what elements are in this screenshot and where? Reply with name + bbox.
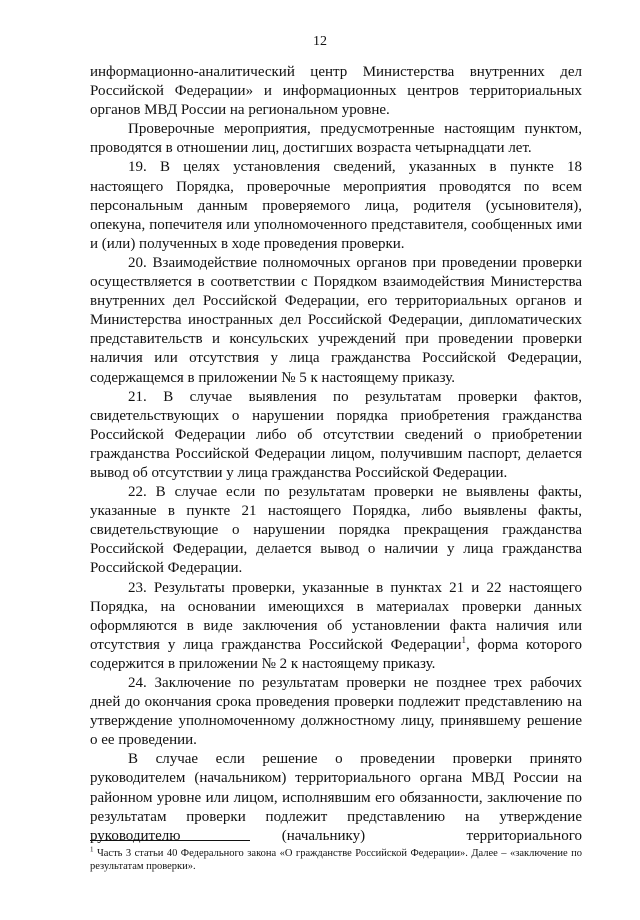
footnote-reference[interactable]: 1 xyxy=(461,634,466,645)
paragraph-continuation: информационно-аналитический центр Министерства внутренних дел Российской Федерации» и информационных центров территориальных органов МВД России на региональном уровне. xyxy=(90,64,582,119)
footnote-text: Часть 3 статьи 40 Федерального закона «О гражданстве Российской Федерации». Далее – «заключение по результатам проверки». xyxy=(90,848,582,872)
footnote-divider xyxy=(90,840,250,841)
paragraph-20: 20. Взаимодействие полномочных органов при проведении проверки осуществляется в соответствии с Порядком взаимодействия Министерства внутренних дел Российской Федерации, его территориальных органов и Министерства иностранных дел Российской Федерации, дипломатических представительств и консульских учреждений при проведении проверки наличия или отсутствия у лица гражданства Российской Федерации, содержащемся в приложении № 5 к настоящему приказу. xyxy=(90,254,582,386)
paragraph-22: 22. В случае если по результатам проверки не выявлены факты, указанные в пункте 21 настоящего Порядка, либо выявлены факты, свидетельствующие о нарушении порядка прекращения гражданства Российской Федерации, делается вывод о наличии у лица гражданства Российской Федерации. xyxy=(90,484,582,577)
paragraph-23-text: 23. Результаты проверки, указанные в пунктах 21 и 22 настоящего Порядка, на основании имеющихся в материалах проверки данных оформляются в виде заключения об установлении факта наличия или отсутствия у лица гражданства Российской Федерации xyxy=(90,579,582,653)
paragraph-19: 19. В целях установления сведений, указанных в пункте 18 настоящего Порядка, проверочные мероприятия проводятся по всем персональным данным проверяемого лица, родителя (усыновителя), опекуна, попечителя или уполномоченного представителя, сообщенных ими и (или) полученных в ходе проведения проверки. xyxy=(90,159,582,252)
paragraph-23 xyxy=(90,579,582,674)
paragraph-district-level: В случае если решение о проведении проверки принято руководителем (начальником) территориального органа МВД России на районном уровне или лицом, исполнявшим его обязанности, заключение по результатам проверки подлежит представлению на утверждение руководителю (начальнику) территориального xyxy=(90,751,582,844)
page-number: 12 xyxy=(313,34,327,49)
footnote-mark: 1 xyxy=(90,845,94,854)
paragraph-21: 21. В случае выявления по результатам проверки фактов, свидетельствующих о нарушении порядка приобретения гражданства Российской Федерации либо об отсутствии сведений о приобретении гражданства Российской Федерации лицом, получившим паспорт, делается вывод об отсутствии у лица гражданства Российской Федерации. xyxy=(90,388,582,481)
document-body xyxy=(90,63,582,846)
footnote xyxy=(90,847,582,873)
paragraph-23-text-after: , форма которого содержится в приложении № 2 к настоящему приказу. xyxy=(90,636,582,672)
paragraph-24: 24. Заключение по результатам проверки не позднее трех рабочих дней до окончания срока проведения проверки подлежит представлению на утверждение уполномоченному должностному лицу, принявшему решение о ее проведении. xyxy=(90,675,582,749)
paragraph-checks-age: Проверочные мероприятия, предусмотренные настоящим пунктом, проводятся в отношении лиц, достигших возраста четырнадцати лет. xyxy=(90,121,582,157)
